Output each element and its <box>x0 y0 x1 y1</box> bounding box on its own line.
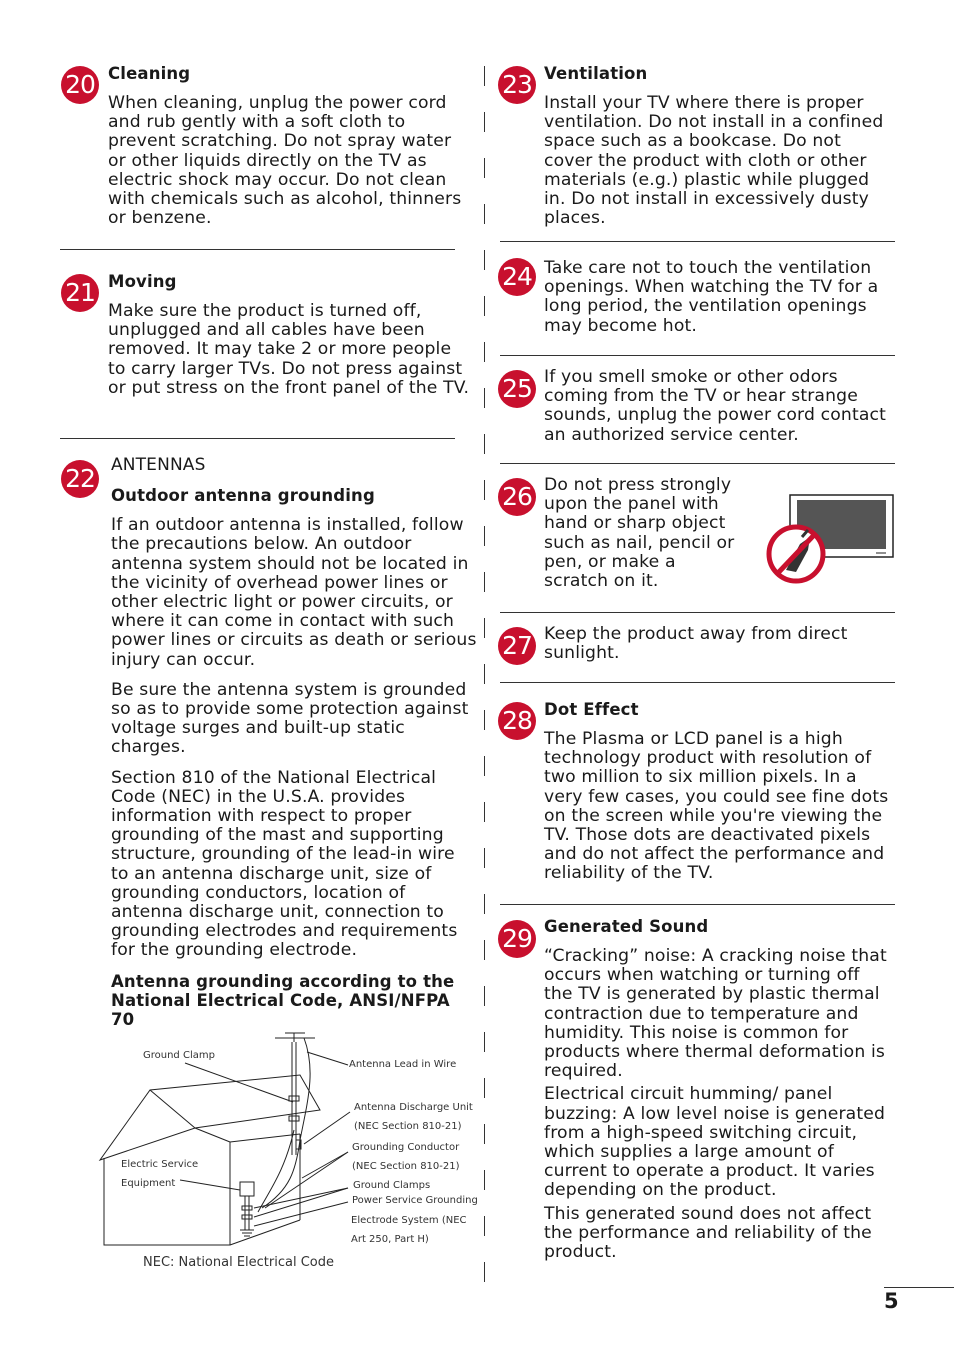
section-body: Keep the product away from direct sunlight. <box>544 624 848 664</box>
paragraph: Electrical circuit humming/ panel buzzing: A low level noise is generated from a high-speed switching circuit, which supplies a large amount of current to operate a product. It varies depending on the product. <box>544 1084 886 1201</box>
column-separator <box>484 204 485 224</box>
paragraph: Be sure the antenna system is grounded so as to provide some protection against voltage surges and built-up static charges. <box>111 679 469 758</box>
section-title: Generated Sound <box>544 917 709 936</box>
page-number-rule <box>884 1287 954 1288</box>
nec-note: NEC: National Electrical Code <box>143 1255 334 1270</box>
label-power-service: Power Service Grounding <box>352 1195 478 1206</box>
section-sunlight <box>544 625 894 674</box>
column-separator <box>484 756 485 776</box>
section-badge-20: 20 <box>61 66 99 104</box>
section-badge-24: 24 <box>498 258 536 296</box>
column-separator <box>484 480 485 500</box>
label-grounding-conductor: Grounding Conductor <box>352 1142 460 1153</box>
label-discharge-unit: Antenna Discharge Unit <box>354 1102 473 1113</box>
column-separator <box>484 434 485 454</box>
section-body: If you smell smoke or other odors coming from the TV or hear strange sounds, unplug the power cord contact an authorized service center. <box>544 367 887 445</box>
column-separator <box>484 1262 485 1282</box>
column-separator <box>484 572 485 592</box>
label-ground-clamps: Ground Clamps <box>353 1180 431 1191</box>
paragraph: Section 810 of the National Electrical Code (NEC) in the U.S.A. provides information with respect to proper grounding of the mast and supporting structure, grounding of the lead-in wire to an antenna discharge unit, size of grounding conductors, location of antenna discharge unit, connection to grounding electrodes and requirements for the grounding electrode. <box>111 767 458 961</box>
label-grounding-nec: (NEC Section 810-21) <box>352 1161 460 1172</box>
column-separator <box>484 848 485 868</box>
column-separator <box>484 664 485 684</box>
section-body: Take care not to touch the ventilation openings. When watching the TV for a long period, the ventilation openings may become hot. <box>544 258 879 336</box>
section-dot-effect <box>544 700 900 895</box>
column-separator <box>484 618 485 638</box>
column-separator <box>484 1032 485 1052</box>
section-ventilation <box>544 64 894 239</box>
label-discharge-nec: (NEC Section 810-21) <box>354 1121 462 1132</box>
section-badge-26: 26 <box>498 478 536 516</box>
section-moving <box>108 272 470 409</box>
section-badge-21: 21 <box>61 274 99 312</box>
section-body: The Plasma or LCD panel is a high technology product with resolution of two million to six million pixels. In a very few cases, you could see fine dots on the screen while you're viewing the TV. Those dots are deactivated pixels and do not affect the performance and reliability of the TV. <box>544 729 889 884</box>
column-separator <box>484 342 485 362</box>
section-smoke <box>544 368 899 456</box>
label-electrode-system: Electrode System (NEC <box>351 1215 467 1226</box>
section-cleaning <box>108 64 468 239</box>
column-separator <box>484 894 485 914</box>
label-lead-in: Antenna Lead in Wire <box>349 1059 457 1070</box>
paragraph: This generated sound does not affect the performance and reliability of the product. <box>544 1203 872 1263</box>
paragraph: If an outdoor antenna is installed, follow the precautions below. An outdoor antenna system should not be located in the vicinity of overhead power lines or other electric light or power circuits, or where it can come in contact with such power lines or circuits as death or serious injury can occur. <box>111 515 477 670</box>
column-separator <box>484 1216 485 1236</box>
column-separator <box>484 158 485 178</box>
no-scratch-warning-icon <box>766 492 896 584</box>
column-separator <box>484 526 485 546</box>
section-title: ANTENNAS <box>111 455 206 475</box>
section-badge-28: 28 <box>498 702 536 740</box>
section-body: Do not press strongly upon the panel with hand or sharp object such as nail, pencil or pen, or make a scratch on it. <box>544 475 735 592</box>
column-separator <box>484 1078 485 1098</box>
divider <box>60 438 455 439</box>
section-title: Dot Effect <box>544 700 639 719</box>
section-body: Install your TV where there is proper ventilation. Do not install in a confined space such as a bookcase. Do not cover the product with cloth or other materials (e.g.) plastic while plugged in. Do not install in excessively dusty places. <box>544 93 884 229</box>
label-equipment: Equipment <box>121 1178 176 1189</box>
column-separator <box>484 112 485 132</box>
section-antennas <box>111 456 477 1029</box>
section-generated-sound <box>544 917 889 1273</box>
section-badge-22: 22 <box>61 460 99 498</box>
section-title: Moving <box>108 272 177 291</box>
section-subtitle-2: Antenna grounding according to the National Electrical Code, ANSI/NFPA 70 <box>111 971 455 1029</box>
label-ground-clamp: Ground Clamp <box>143 1050 215 1061</box>
column-separator <box>484 388 485 408</box>
section-body: Make sure the product is turned off, unplugged and all cables have been removed. It may take 2 or more people to carry larger TVs. Do not press against or put stress on the front panel of the TV. <box>108 301 470 398</box>
page-number: 5 <box>884 1289 899 1313</box>
column-separator <box>484 250 485 270</box>
section-badge-23: 23 <box>498 66 536 104</box>
divider <box>500 682 895 683</box>
column-separator <box>484 296 485 316</box>
section-body: When cleaning, unplug the power cord and rub gently with a soft cloth to prevent scratching. Do not spray water or other liquids directly on the TV as electric shock may occur. Do not clean with chemicals such as alcohol, thinners or benzene. <box>108 93 462 229</box>
column-separator <box>484 1124 485 1144</box>
column-separator <box>484 710 485 730</box>
divider <box>500 355 895 356</box>
section-subtitle: Outdoor antenna grounding <box>111 486 375 506</box>
label-art: Art 250, Part H) <box>351 1234 429 1245</box>
section-badge-29: 29 <box>498 920 536 958</box>
section-title: Cleaning <box>108 64 191 83</box>
divider <box>60 249 455 250</box>
section-ventilation-heat <box>544 259 894 347</box>
section-title: Ventilation <box>544 64 648 83</box>
column-separator <box>484 1170 485 1190</box>
column-separator <box>484 986 485 1006</box>
column-separator <box>484 802 485 822</box>
label-electric-service: Electric Service <box>121 1159 199 1170</box>
divider <box>500 904 895 905</box>
section-press-panel <box>544 476 744 602</box>
column-separator <box>484 66 485 86</box>
column-separator <box>484 940 485 960</box>
divider <box>500 612 895 613</box>
paragraph: “Cracking” noise: A cracking noise that occurs when watching or turning off the TV is generated by plastic thermal contraction due to temperature and humidity. This noise is common for products where thermal deformation is required. <box>544 946 887 1082</box>
section-badge-27: 27 <box>498 627 536 665</box>
divider <box>500 463 895 464</box>
divider <box>500 241 895 242</box>
section-badge-25: 25 <box>498 370 536 408</box>
